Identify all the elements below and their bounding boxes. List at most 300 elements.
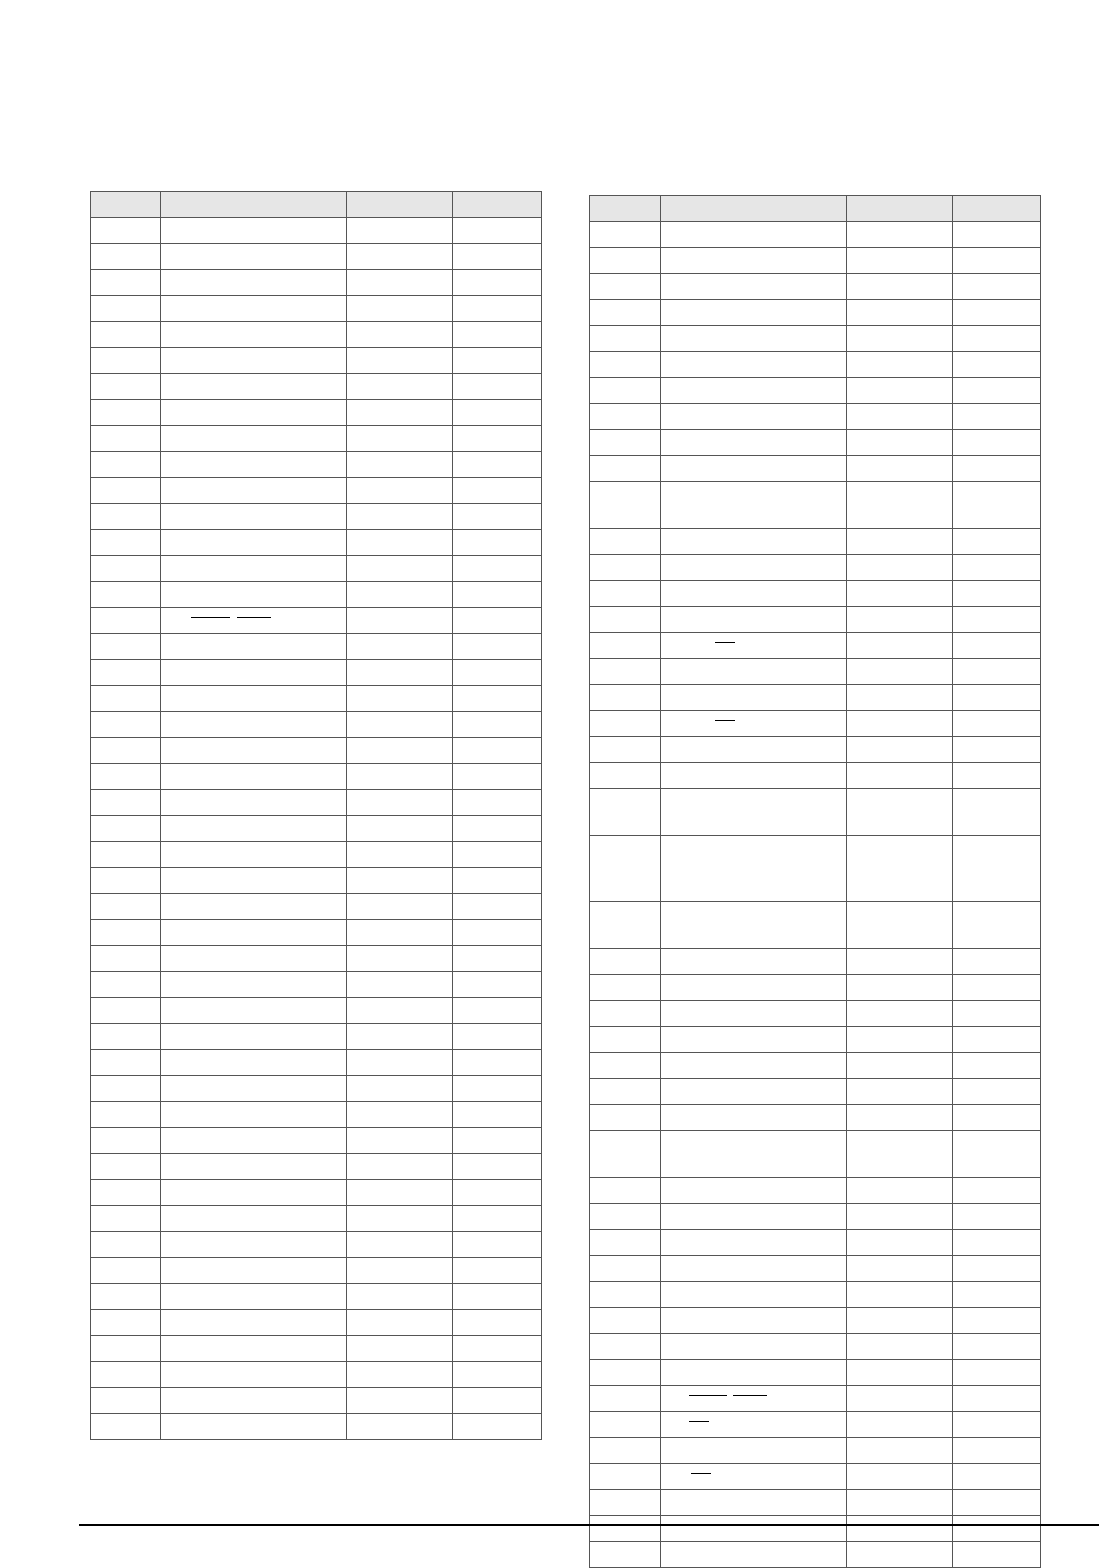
table-cell: [347, 400, 453, 426]
table-cell: [347, 972, 453, 998]
table-cell: [91, 686, 161, 712]
table-cell: [847, 1282, 953, 1308]
table-cell: [453, 504, 542, 530]
table-cell: [453, 478, 542, 504]
overline-mark: [689, 1421, 709, 1422]
table-cell: [953, 659, 1041, 685]
table-cell: [91, 1310, 161, 1336]
table-cell: [453, 634, 542, 660]
table-cell: [847, 482, 953, 529]
table-cell: [590, 737, 661, 763]
table-cell: [161, 1336, 347, 1362]
table-cell: [453, 1050, 542, 1076]
table-cell: [161, 790, 347, 816]
table-cell: [91, 530, 161, 556]
table-cell: [161, 842, 347, 868]
table-cell: [91, 1284, 161, 1310]
left-table: [90, 191, 542, 1440]
table-cell: [953, 248, 1041, 274]
table-row: [590, 1308, 1041, 1334]
table-cell: [590, 300, 661, 326]
table-cell: [590, 711, 661, 737]
table-row: [91, 556, 542, 582]
table-cell: [847, 1079, 953, 1105]
table-cell: [91, 374, 161, 400]
table-cell: [161, 946, 347, 972]
table-cell: [661, 1230, 847, 1256]
table-cell: [590, 1131, 661, 1178]
table-cell: [590, 274, 661, 300]
table-cell: [847, 1105, 953, 1131]
table-cell: [453, 1024, 542, 1050]
table-row: [590, 949, 1041, 975]
table-cell: [847, 711, 953, 737]
table-cell: [847, 763, 953, 789]
table-cell: [453, 322, 542, 348]
table-cell: [161, 1128, 347, 1154]
table-row: [91, 842, 542, 868]
table-cell: [91, 868, 161, 894]
table-cell: [347, 1284, 453, 1310]
table-cell: [590, 1490, 661, 1516]
table-cell: [590, 1438, 661, 1464]
table-cell: [453, 530, 542, 556]
table-row: [91, 1154, 542, 1180]
table-row: [91, 816, 542, 842]
table-cell: [590, 1360, 661, 1386]
table-cell: [661, 1360, 847, 1386]
table-cell: [661, 685, 847, 711]
table-cell: [161, 1414, 347, 1440]
table-cell: [91, 1232, 161, 1258]
table-cell: [161, 1076, 347, 1102]
table-cell: [847, 1542, 953, 1568]
table-cell: [847, 1204, 953, 1230]
table-cell: [453, 816, 542, 842]
table-row: [91, 946, 542, 972]
table-cell: [453, 868, 542, 894]
table-cell: [847, 1412, 953, 1438]
table-cell: [347, 764, 453, 790]
table-cell: [347, 1362, 453, 1388]
table-cell: [161, 1232, 347, 1258]
table-cell: [91, 712, 161, 738]
table-cell: [161, 374, 347, 400]
table-cell: [91, 1050, 161, 1076]
table-cell: [953, 555, 1041, 581]
table-cell: [590, 1334, 661, 1360]
table-cell: [590, 659, 661, 685]
table-cell: [590, 1178, 661, 1204]
table-row: [590, 737, 1041, 763]
table-cell: [953, 789, 1041, 836]
table-cell: [161, 218, 347, 244]
table-cell: [847, 789, 953, 836]
table-cell: [847, 1053, 953, 1079]
table-cell: [347, 1336, 453, 1362]
table-cell: [347, 504, 453, 530]
table-cell: [953, 1027, 1041, 1053]
table-cell: [847, 836, 953, 902]
table-cell: [661, 352, 847, 378]
table-cell: [953, 1360, 1041, 1386]
table-row: [91, 712, 542, 738]
table-row: [91, 452, 542, 478]
table-cell: [91, 1258, 161, 1284]
table-cell: [161, 634, 347, 660]
table-cell: [453, 270, 542, 296]
overline-mark: [689, 1395, 727, 1396]
table-cell: [347, 738, 453, 764]
table-cell: [453, 1102, 542, 1128]
table-cell: [347, 1414, 453, 1440]
table-cell: [347, 686, 453, 712]
table-row: [91, 322, 542, 348]
table-cell: [953, 737, 1041, 763]
header-cell: [91, 192, 161, 218]
table-cell: [661, 1105, 847, 1131]
table-cell: [590, 1079, 661, 1105]
table-cell: [590, 1542, 661, 1568]
table-row: [590, 1079, 1041, 1105]
table-cell: [847, 1334, 953, 1360]
table-row: [91, 1362, 542, 1388]
table-cell: [661, 1001, 847, 1027]
table-cell: [161, 478, 347, 504]
table-cell: [847, 1308, 953, 1334]
table-cell: [953, 836, 1041, 902]
table-cell: [847, 659, 953, 685]
table-cell: [847, 300, 953, 326]
table-cell: [847, 1386, 953, 1412]
table-cell: [347, 1388, 453, 1414]
table-cell: [590, 1001, 661, 1027]
table-cell: [161, 920, 347, 946]
table-cell: [661, 1204, 847, 1230]
footer-rule: [79, 1524, 1099, 1526]
table-cell: [847, 949, 953, 975]
table-cell: [590, 404, 661, 430]
table-cell: [453, 1076, 542, 1102]
table-cell: [91, 1102, 161, 1128]
table-row: [91, 270, 542, 296]
table-cell: [161, 504, 347, 530]
table-cell: [91, 322, 161, 348]
table-row: [91, 1128, 542, 1154]
table-cell: [91, 244, 161, 270]
table-cell: [661, 763, 847, 789]
table-cell: [453, 244, 542, 270]
table-cell: [847, 274, 953, 300]
table-cell: [91, 1414, 161, 1440]
table-row: [91, 504, 542, 530]
table-cell: [161, 556, 347, 582]
table-cell: [453, 348, 542, 374]
table-row: [91, 530, 542, 556]
table-cell: [347, 946, 453, 972]
table-cell: [953, 607, 1041, 633]
table-cell: [453, 998, 542, 1024]
table-cell: [953, 633, 1041, 659]
table-cell: [847, 607, 953, 633]
table-cell: [953, 1542, 1041, 1568]
table-cell: [953, 1001, 1041, 1027]
table-cell: [590, 222, 661, 248]
table-cell: [161, 296, 347, 322]
overline-mark: [715, 642, 735, 643]
table-cell: [161, 972, 347, 998]
table-cell: [953, 1308, 1041, 1334]
table-cell: [161, 764, 347, 790]
table-cell: [453, 1206, 542, 1232]
table-row: [91, 1076, 542, 1102]
table-cell: [347, 374, 453, 400]
table-cell: [91, 452, 161, 478]
table-cell: [661, 1542, 847, 1568]
table-cell: [953, 581, 1041, 607]
table-row: [590, 975, 1041, 1001]
table-cell: [453, 426, 542, 452]
table-row: [590, 1027, 1041, 1053]
table-cell: [590, 581, 661, 607]
table-cell: [347, 712, 453, 738]
table-row: [590, 607, 1041, 633]
table-row: [91, 686, 542, 712]
table-cell: [847, 248, 953, 274]
table-row: [590, 352, 1041, 378]
table-row: [590, 529, 1041, 555]
table-cell: [590, 1230, 661, 1256]
table-cell: [347, 582, 453, 608]
table-cell: [661, 529, 847, 555]
table-cell: [661, 1490, 847, 1516]
table-cell: [347, 894, 453, 920]
table-cell: [161, 322, 347, 348]
table-cell: [590, 352, 661, 378]
table-cell: [953, 1516, 1041, 1542]
table-cell: [953, 685, 1041, 711]
table-row: [91, 894, 542, 920]
table-row: [590, 1438, 1041, 1464]
table-row: [91, 1206, 542, 1232]
table-cell: [661, 1412, 847, 1438]
overline-mark: [733, 1395, 767, 1396]
table-cell: [91, 556, 161, 582]
table-header-row: [590, 196, 1041, 222]
table-cell: [953, 529, 1041, 555]
table-cell: [847, 1516, 953, 1542]
table-row: [91, 660, 542, 686]
table-cell: [453, 296, 542, 322]
table-cell: [953, 274, 1041, 300]
table-cell: [590, 1204, 661, 1230]
table-cell: [453, 556, 542, 582]
table-cell: [953, 1131, 1041, 1178]
table-cell: [347, 1154, 453, 1180]
table-row: [590, 1386, 1041, 1412]
table-cell: [347, 920, 453, 946]
header-cell: [953, 196, 1041, 222]
table-cell: [161, 1258, 347, 1284]
table-cell: [453, 1232, 542, 1258]
overline-mark: [715, 720, 735, 721]
table-row: [590, 274, 1041, 300]
table-cell: [347, 1232, 453, 1258]
table-cell: [347, 1024, 453, 1050]
table-cell: [847, 737, 953, 763]
table-cell: [661, 607, 847, 633]
table-cell: [847, 1230, 953, 1256]
table-cell: [91, 1128, 161, 1154]
table-cell: [847, 1178, 953, 1204]
table-cell: [953, 378, 1041, 404]
table-cell: [661, 430, 847, 456]
table-row: [590, 1105, 1041, 1131]
table-row: [91, 1388, 542, 1414]
table-cell: [161, 998, 347, 1024]
table-cell: [847, 685, 953, 711]
table-cell: [161, 1310, 347, 1336]
table-cell: [347, 1076, 453, 1102]
table-row: [590, 222, 1041, 248]
table-row: [590, 456, 1041, 482]
table-row: [91, 920, 542, 946]
table-cell: [590, 789, 661, 836]
table-cell: [161, 1362, 347, 1388]
table-cell: [347, 1102, 453, 1128]
table-row: [590, 1178, 1041, 1204]
table-cell: [590, 1053, 661, 1079]
table-cell: [453, 1284, 542, 1310]
table-row: [91, 1336, 542, 1362]
table-row: [91, 348, 542, 374]
table-cell: [847, 633, 953, 659]
table-cell: [347, 660, 453, 686]
table-row: [91, 1310, 542, 1336]
table-cell: [453, 712, 542, 738]
table-cell: [953, 404, 1041, 430]
table-cell: [661, 482, 847, 529]
table-cell: [661, 737, 847, 763]
table-cell: [590, 975, 661, 1001]
table-cell: [453, 920, 542, 946]
table-cell: [953, 300, 1041, 326]
table-cell: [590, 949, 661, 975]
table-cell: [453, 1388, 542, 1414]
table-cell: [161, 1284, 347, 1310]
table-cell: [590, 1464, 661, 1490]
table-cell: [847, 1464, 953, 1490]
table-cell: [953, 1490, 1041, 1516]
header-cell: [161, 192, 347, 218]
table-row: [590, 1516, 1041, 1542]
table-cell: [953, 975, 1041, 1001]
table-cell: [161, 1050, 347, 1076]
table-cell: [661, 1178, 847, 1204]
table-cell: [91, 998, 161, 1024]
table-cell: [953, 456, 1041, 482]
table-cell: [161, 608, 347, 634]
table-cell: [661, 1516, 847, 1542]
table-row: [91, 1284, 542, 1310]
table-cell: [661, 581, 847, 607]
table-row: [91, 764, 542, 790]
table-cell: [453, 790, 542, 816]
table-row: [590, 326, 1041, 352]
table-cell: [953, 902, 1041, 949]
table-row: [590, 1490, 1041, 1516]
table-cell: [161, 400, 347, 426]
table-row: [590, 482, 1041, 529]
table-cell: [347, 1128, 453, 1154]
table-cell: [590, 633, 661, 659]
table-cell: [453, 452, 542, 478]
table-cell: [91, 1154, 161, 1180]
table-row: [590, 404, 1041, 430]
table-row: [590, 633, 1041, 659]
table-cell: [847, 581, 953, 607]
table-row: [91, 296, 542, 322]
table-cell: [847, 352, 953, 378]
table-cell: [91, 1362, 161, 1388]
table-cell: [590, 1412, 661, 1438]
table-cell: [91, 738, 161, 764]
table-cell: [590, 685, 661, 711]
table-cell: [953, 1204, 1041, 1230]
table-row: [590, 378, 1041, 404]
table-cell: [453, 946, 542, 972]
table-cell: [847, 975, 953, 1001]
table-cell: [453, 1154, 542, 1180]
table-cell: [161, 816, 347, 842]
table-cell: [91, 504, 161, 530]
table-cell: [91, 660, 161, 686]
table-cell: [661, 1386, 847, 1412]
table-cell: [453, 218, 542, 244]
header-cell: [661, 196, 847, 222]
table-cell: [847, 430, 953, 456]
table-cell: [347, 790, 453, 816]
table-cell: [347, 556, 453, 582]
table-cell: [953, 1464, 1041, 1490]
table-cell: [847, 326, 953, 352]
table-cell: [953, 1282, 1041, 1308]
table-row: [590, 1542, 1041, 1568]
table-cell: [953, 763, 1041, 789]
table-cell: [91, 1024, 161, 1050]
table-cell: [347, 530, 453, 556]
table-cell: [453, 894, 542, 920]
table-cell: [661, 836, 847, 902]
table-cell: [161, 1206, 347, 1232]
table-cell: [453, 686, 542, 712]
table-cell: [953, 1079, 1041, 1105]
table-cell: [161, 1154, 347, 1180]
table-row: [590, 1001, 1041, 1027]
table-row: [590, 1412, 1041, 1438]
table-cell: [953, 949, 1041, 975]
table-row: [590, 789, 1041, 836]
table-row: [590, 711, 1041, 737]
table-cell: [953, 1053, 1041, 1079]
table-cell: [661, 248, 847, 274]
table-cell: [590, 456, 661, 482]
table-cell: [953, 482, 1041, 529]
overline-mark: [237, 617, 271, 618]
table-cell: [91, 920, 161, 946]
table-cell: [590, 326, 661, 352]
table-cell: [661, 711, 847, 737]
